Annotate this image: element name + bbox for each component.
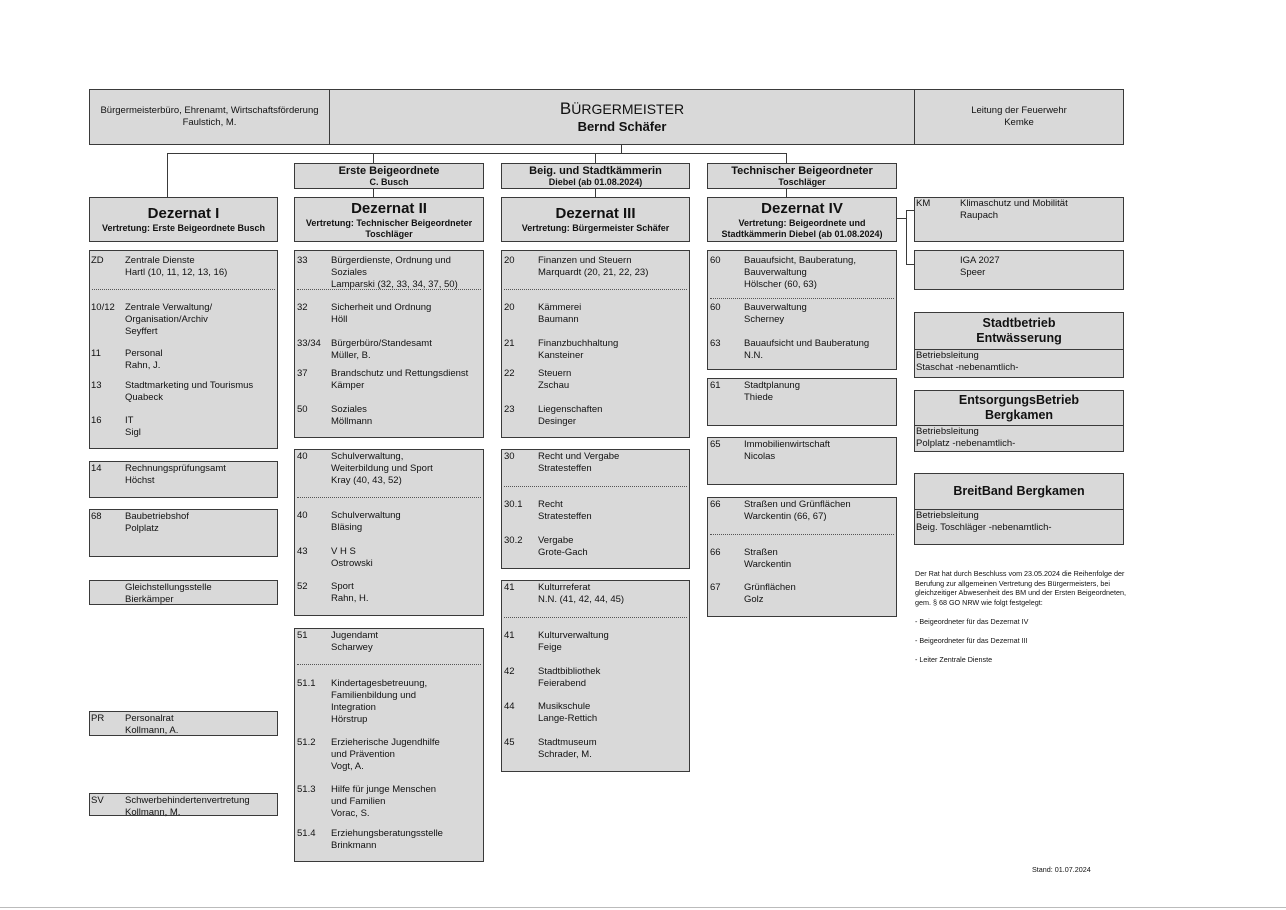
unit-text: Finanzbuchhaltung Kansteiner xyxy=(538,338,619,361)
unit-text: Sicherheit und Ordnung Höll xyxy=(331,302,432,325)
unit-code: 30 xyxy=(504,451,515,462)
unit-text: Jugendamt Scharwey xyxy=(331,630,379,653)
dezernat-vertretung: Vertretung: Erste Beigeordnete Busch xyxy=(101,223,266,233)
unit-code: 30.2 xyxy=(504,535,523,546)
unit-code: 45 xyxy=(504,737,515,748)
unit-code: 21 xyxy=(504,338,515,349)
klimaschutz-box xyxy=(914,197,1124,242)
dezernat-1-header xyxy=(89,197,278,242)
unit-code: SV xyxy=(91,795,104,806)
unit-text: Schulverwaltung Bläsing xyxy=(331,510,401,533)
d1-unit-box xyxy=(89,250,278,449)
dezernat-2-header xyxy=(294,197,484,242)
unit-text: Klimaschutz und Mobilität Raupach xyxy=(960,198,1068,221)
divider xyxy=(504,486,687,487)
betrieb-leitung: Betriebsleitung Beig. Toschläger -nebenamtlich- xyxy=(916,510,1052,533)
unit-text: Erzieherische Jugendhilfe und Prävention Vogt, A. xyxy=(331,737,440,772)
betrieb-entwaesserung-box xyxy=(914,312,1124,378)
unit-text: Vergabe Grote-Gach xyxy=(538,535,588,558)
unit-text: Zentrale Verwaltung/ Organisation/Archiv Seyffert xyxy=(125,302,213,337)
unit-code: 30.1 xyxy=(504,499,523,510)
divider xyxy=(504,617,687,618)
unit-text: IT Sigl xyxy=(125,415,141,438)
unit-text: Musikschule Lange-Rettich xyxy=(538,701,598,724)
personalrat-box xyxy=(89,711,278,736)
unit-code: 65 xyxy=(710,439,721,450)
deputy-name: Diebel (ab 01.08.2024) xyxy=(548,177,643,187)
unit-code: 23 xyxy=(504,404,515,415)
unit-text: Immobilienwirtschaft Nicolas xyxy=(744,439,831,462)
deputy-box-busch xyxy=(294,163,484,189)
unit-code: 51 xyxy=(297,630,308,641)
d3-unit-box-b xyxy=(501,449,690,569)
baubetriebshof-box xyxy=(89,509,278,557)
unit-code: PR xyxy=(91,713,105,724)
vertretung-note: Der Rat hat durch Beschluss vom 23.05.2024 die Reihenfolge der Berufung zur allgemeinen Vertretung des Bürgermeisters, bei gleichzeitiger Abwesenheit des BM und der Ersten Beigeordneten, gem. § 68 GO NRW wie folgt festgelegt: - Beigeordneter für das Dezernat IV - Beigeordneter für das Dezernat III - Leiter Zentrale Dienste xyxy=(915,569,1126,664)
unit-text: IGA 2027 Speer xyxy=(960,255,1000,278)
unit-text: Personalrat Kollmann, A. xyxy=(125,713,179,736)
unit-code: 44 xyxy=(504,701,515,712)
unit-code: 41 xyxy=(504,630,515,641)
unit-code: 63 xyxy=(710,338,721,349)
connector xyxy=(786,153,787,163)
d2-unit-box-b xyxy=(294,449,484,616)
unit-code: 20 xyxy=(504,302,515,313)
unit-text: Recht und Vergabe Stratesteffen xyxy=(538,451,620,474)
unit-code: 16 xyxy=(91,415,102,426)
rechnungspruefungsamt-box xyxy=(89,461,278,498)
unit-code: 61 xyxy=(710,380,721,391)
unit-text: Brandschutz und Rettungsdienst Kämper xyxy=(331,368,469,391)
buergermeister-title: BÜRGERMEISTER xyxy=(559,98,685,118)
unit-code: 60 xyxy=(710,255,721,266)
unit-text: Straßen und Grünflächen Warckentin (66, 67) xyxy=(744,499,851,522)
unit-code: 67 xyxy=(710,582,721,593)
page-bottom-rule xyxy=(0,907,1286,908)
buergermeisterbuero-label: Bürgermeisterbüro, Ehrenamt, Wirtschaftsförderung xyxy=(100,105,319,116)
unit-text: Gleichstellungsstelle Bierkämper xyxy=(125,582,212,605)
divider xyxy=(297,664,481,665)
unit-text: Zentrale Dienste Hartl (10, 11, 12, 13, 16) xyxy=(125,255,228,278)
dezernat-title: Dezernat III xyxy=(555,205,636,222)
unit-text: Kulturreferat N.N. (41, 42, 44, 45) xyxy=(538,582,625,605)
unit-code: 13 xyxy=(91,380,102,391)
betrieb-breitband-box xyxy=(914,473,1124,545)
unit-code: 51.1 xyxy=(297,678,316,689)
feuerwehr-name: Kemke xyxy=(1004,117,1034,128)
buergermeisterbuero-box xyxy=(89,89,330,145)
betrieb-title: EntsorgungsBetrieb Bergkamen xyxy=(958,393,1080,422)
deputy-title: Technischer Beigeordneter xyxy=(731,165,873,177)
deputy-name: Toschläger xyxy=(778,177,826,187)
unit-text: Sport Rahn, H. xyxy=(331,581,369,604)
iga-box xyxy=(914,250,1124,290)
unit-code: 66 xyxy=(710,499,721,510)
unit-code: 33 xyxy=(297,255,308,266)
connector xyxy=(906,210,914,211)
d4-unit-box-a xyxy=(707,250,897,370)
unit-text: Kulturverwaltung Feige xyxy=(538,630,609,653)
d4-unit-box-d xyxy=(707,497,897,617)
unit-text: Stadtbibliothek Feierabend xyxy=(538,666,601,689)
unit-code: 60 xyxy=(710,302,721,313)
unit-text: Bürgerdienste, Ordnung und Soziales Lamparski (32, 33, 34, 37, 50) xyxy=(331,255,458,290)
betrieb-title: Stadtbetrieb Entwässerung xyxy=(976,316,1062,345)
betrieb-leitung: Betriebsleitung Polplatz -nebenamtlich- xyxy=(916,426,1016,449)
buergermeister-box xyxy=(329,89,915,145)
unit-code: 50 xyxy=(297,404,308,415)
unit-text: Bürgerbüro/Standesamt Müller, B. xyxy=(331,338,432,361)
betrieb-entsorgung-box xyxy=(914,390,1124,452)
dezernat-3-header xyxy=(501,197,690,242)
divider xyxy=(92,289,275,290)
dezernat-title: Dezernat II xyxy=(351,199,427,217)
unit-text: Hilfe für junge Menschen und Familien Vorac, S. xyxy=(331,784,437,819)
unit-text: Bauverwaltung Scherney xyxy=(744,302,807,325)
connector xyxy=(906,264,914,265)
dezernat-title: Dezernat IV xyxy=(761,199,843,217)
connector xyxy=(621,145,622,153)
stadtplanung-box xyxy=(707,378,897,426)
unit-text: Rechnungsprüfungsamt Höchst xyxy=(125,463,226,486)
unit-text: Schwerbehindertenvertretung Kollmann, M. xyxy=(125,795,250,818)
deputy-title: Beig. und Stadtkämmerin xyxy=(529,165,662,177)
gleichstellungsstelle-box xyxy=(89,580,278,605)
immobilienwirtschaft-box xyxy=(707,437,897,485)
deputy-box-toschlaeger xyxy=(707,163,897,189)
dezernat-vertretung: Vertretung: Technischer Beigeordneter Toschläger xyxy=(305,217,473,239)
dezernat-vertretung: Vertretung: Bürgermeister Schäfer xyxy=(521,223,670,233)
unit-code: 22 xyxy=(504,368,515,379)
unit-code: 51.2 xyxy=(297,737,316,748)
dezernat-4-header xyxy=(707,197,897,242)
unit-text: Steuern Zschau xyxy=(538,368,572,391)
unit-code: 11 xyxy=(91,348,101,359)
unit-text: Stadtplanung Thiede xyxy=(744,380,800,403)
connector xyxy=(167,153,787,154)
deputy-name: C. Busch xyxy=(369,177,409,187)
connector xyxy=(595,153,596,163)
deputy-title: Erste Beigeordnete xyxy=(338,165,440,177)
deputy-box-diebel xyxy=(501,163,690,189)
unit-code: KM xyxy=(916,198,931,209)
unit-text: Recht Stratesteffen xyxy=(538,499,592,522)
unit-code: 66 xyxy=(710,547,721,558)
unit-text: Finanzen und Steuern Marquardt (20, 21, 22, 23) xyxy=(538,255,649,278)
unit-code: 20 xyxy=(504,255,515,266)
dezernat-title: Dezernat I xyxy=(147,205,220,222)
unit-text: Erziehungsberatungsstelle Brinkmann xyxy=(331,828,443,851)
unit-code: ZD xyxy=(91,255,104,266)
divider xyxy=(710,298,894,299)
unit-code: 43 xyxy=(297,546,308,557)
d2-unit-box-c xyxy=(294,628,484,862)
unit-code: 42 xyxy=(504,666,515,677)
unit-text: Baubetriebshof Polplatz xyxy=(125,511,189,534)
unit-text: Liegenschaften Desinger xyxy=(538,404,603,427)
connector xyxy=(373,153,374,163)
betrieb-title: BreitBand Bergkamen xyxy=(953,484,1085,498)
unit-code: 68 xyxy=(91,511,102,522)
d3-unit-box-c xyxy=(501,580,690,772)
unit-text: Schulverwaltung, Weiterbildung und Sport Kray (40, 43, 52) xyxy=(331,451,433,486)
unit-text: Personal Rahn, J. xyxy=(125,348,163,371)
unit-code: 10/12 xyxy=(91,302,115,313)
connector xyxy=(167,153,168,198)
unit-text: Kämmerei Baumann xyxy=(538,302,582,325)
unit-text: Stadtmarketing und Tourismus Quabeck xyxy=(125,380,254,403)
unit-code: 14 xyxy=(91,463,102,474)
feuerwehr-label: Leitung der Feuerwehr xyxy=(971,105,1067,116)
divider xyxy=(710,534,894,535)
unit-code: 33/34 xyxy=(297,338,321,349)
buergermeister-name: Bernd Schäfer xyxy=(577,118,667,134)
buergermeisterbuero-name: Faulstich, M. xyxy=(182,117,237,128)
unit-code: 51.4 xyxy=(297,828,316,839)
unit-text: Kindertagesbetreuung, Familienbildung und Integration Hörstrup xyxy=(331,678,428,725)
unit-code: 37 xyxy=(297,368,308,379)
d3-unit-box-a xyxy=(501,250,690,438)
unit-code: 32 xyxy=(297,302,308,313)
unit-text: Grünflächen Golz xyxy=(744,582,796,605)
stand-date: Stand: 01.07.2024 xyxy=(1032,865,1091,874)
schwerbehindertenvertretung-box xyxy=(89,793,278,816)
d2-unit-box-a xyxy=(294,250,484,438)
divider xyxy=(297,497,481,498)
divider xyxy=(504,289,687,290)
unit-code: 40 xyxy=(297,451,308,462)
dezernat-vertretung: Vertretung: Beigeordnete und Stadtkämmerin Diebel (ab 01.08.2024) xyxy=(721,217,883,239)
unit-text: Bauaufsicht und Bauberatung N.N. xyxy=(744,338,870,361)
unit-text: V H S Ostrowski xyxy=(331,546,373,569)
feuerwehr-box xyxy=(914,89,1124,145)
unit-text: Soziales Möllmann xyxy=(331,404,373,427)
unit-code: 51.3 xyxy=(297,784,316,795)
unit-text: Straßen Warckentin xyxy=(744,547,792,570)
betrieb-leitung: Betriebsleitung Staschat -nebenamtlich- xyxy=(916,350,1019,373)
connector xyxy=(896,218,906,219)
unit-text: Bauaufsicht, Bauberatung, Bauverwaltung Hölscher (60, 63) xyxy=(744,255,856,290)
unit-code: 41 xyxy=(504,582,515,593)
unit-text: Stadtmuseum Schrader, M. xyxy=(538,737,597,760)
unit-code: 40 xyxy=(297,510,308,521)
connector xyxy=(906,210,907,264)
unit-code: 52 xyxy=(297,581,308,592)
